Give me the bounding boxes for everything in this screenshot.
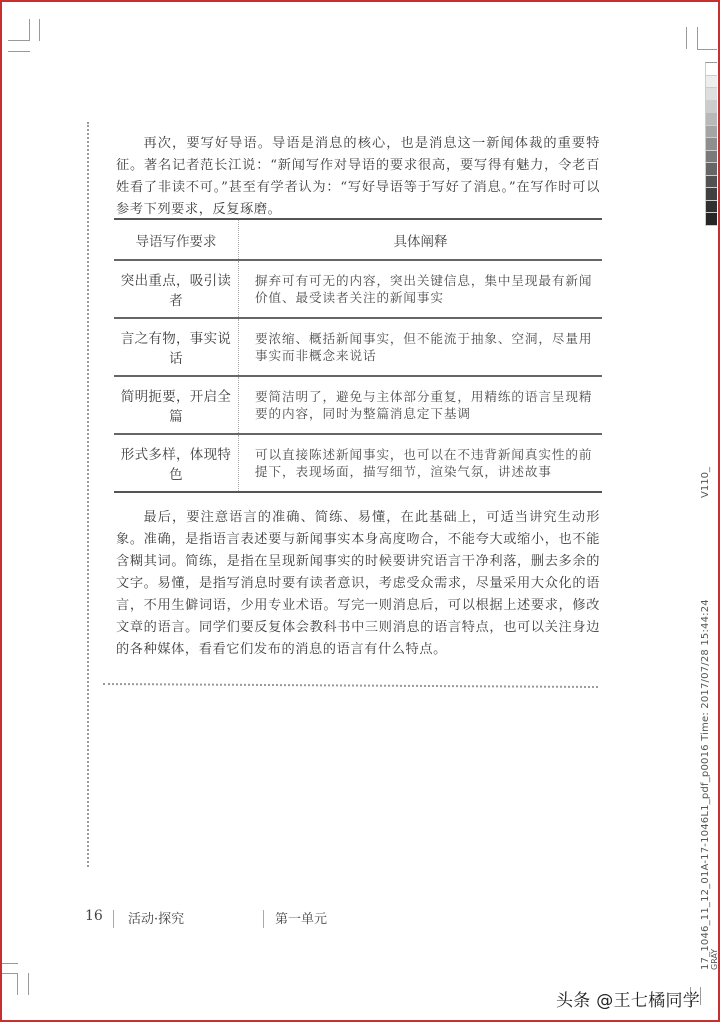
crop-mark-bottom-right <box>700 987 701 1005</box>
footer-section-label: 活动·探究 <box>128 912 185 927</box>
lead-requirements-table <box>114 218 602 493</box>
print-slug: 17_1046_11_12_01A-17-1046L1_pdf_p0016 Time: 2017/07/28 15:44:24 <box>700 599 711 970</box>
column-header-requirement: 导语写作要求 <box>114 219 239 260</box>
table-row <box>114 318 602 376</box>
requirement-cell: 形式多样，体现特色 <box>114 434 239 492</box>
section-dotted-divider <box>103 683 598 688</box>
table-row <box>114 434 602 492</box>
requirement-cell: 突出重点，吸引读者 <box>114 260 239 318</box>
crop-mark-top-left <box>39 19 40 41</box>
watermark: 头条 @王七橘同学 <box>556 991 701 1011</box>
margin-dotted-line <box>87 122 89 867</box>
crop-mark-top-right <box>697 27 698 49</box>
grayscale-calibration-strip <box>705 62 717 226</box>
explanation-cell: 摒弃可有可无的内容，突出关键信息，集中呈现最有新闻价值、最受读者关注的新闻事实 <box>239 260 603 318</box>
page-number: 16 <box>85 908 103 924</box>
column-header-explanation: 具体阐释 <box>239 219 603 260</box>
crop-mark-top-left <box>8 40 30 41</box>
crop-mark-top-right <box>697 49 717 50</box>
table-row <box>114 376 602 434</box>
crop-mark-top-right <box>686 27 687 49</box>
crop-mark-bottom-left <box>2 963 18 964</box>
requirement-cell: 简明扼要，开启全篇 <box>114 376 239 434</box>
footer-unit-label: 第一单元 <box>275 912 328 927</box>
paragraph-text: 最后，要注意语言的准确、简练、易懂，在此基础上，可适当讲究生动形象。准确，是指语言表述要与新闻事实本身高度吻合，不能夸大或缩小，也不能含糊其词。简练，是指在呈现新闻事实的时候要讲究语言干净利落，删去多余的文字。易懂，是指写消息时要有读者意识，考虑受众需求，尽量采用大众化的语言，不用生僻词语，少用专业术语。写完一则消息后，可以根据上述要求，修改文章的语言。同学们要反复体会教科书中三则消息的语言特点，也可以关注身边的各种媒体，看看它们发布的消息的语言有什么特点。 <box>116 510 600 658</box>
crop-mark-top-left <box>8 51 30 52</box>
table-header-row <box>114 219 602 260</box>
crop-mark-bottom-left <box>28 973 29 995</box>
explanation-cell: 要简洁明了，避免与主体部分重复，用精练的语言呈现精要的内容，同时为整篇消息定下基调 <box>239 376 603 434</box>
color-mode-mark: GRAY <box>710 948 719 970</box>
footer-divider <box>263 910 264 928</box>
requirement-cell: 言之有物，事实说话 <box>114 318 239 376</box>
crop-mark-top-left <box>29 19 30 41</box>
table-row <box>114 260 602 318</box>
version-mark: V110_ <box>700 467 711 498</box>
crop-mark-bottom-left <box>2 973 18 974</box>
explanation-cell: 要浓缩、概括新闻事实，但不能流于抽象、空洞，尽量用事实而非概念来说话 <box>239 318 603 376</box>
explanation-cell: 可以直接陈述新闻事实，也可以在不违背新闻真实性的前提下，表现场面，描写细节，渲染气氛，讲述故事 <box>239 434 603 492</box>
paragraph-language <box>116 507 600 661</box>
paragraph-lead-writing <box>116 133 600 221</box>
crop-mark-bottom-left <box>17 973 18 995</box>
footer-divider <box>113 910 114 928</box>
paragraph-text: 再次，要写好导语。导语是消息的核心，也是消息这一新闻体裁的重要特征。著名记者范长江说：“新闻写作对导语的要求很高，要写得有魅力，令老百姓看了非读不可。”甚至有学者认为：“写好导语等于写好了消息。”在写作时可以参考下列要求，反复琢磨。 <box>116 136 600 218</box>
